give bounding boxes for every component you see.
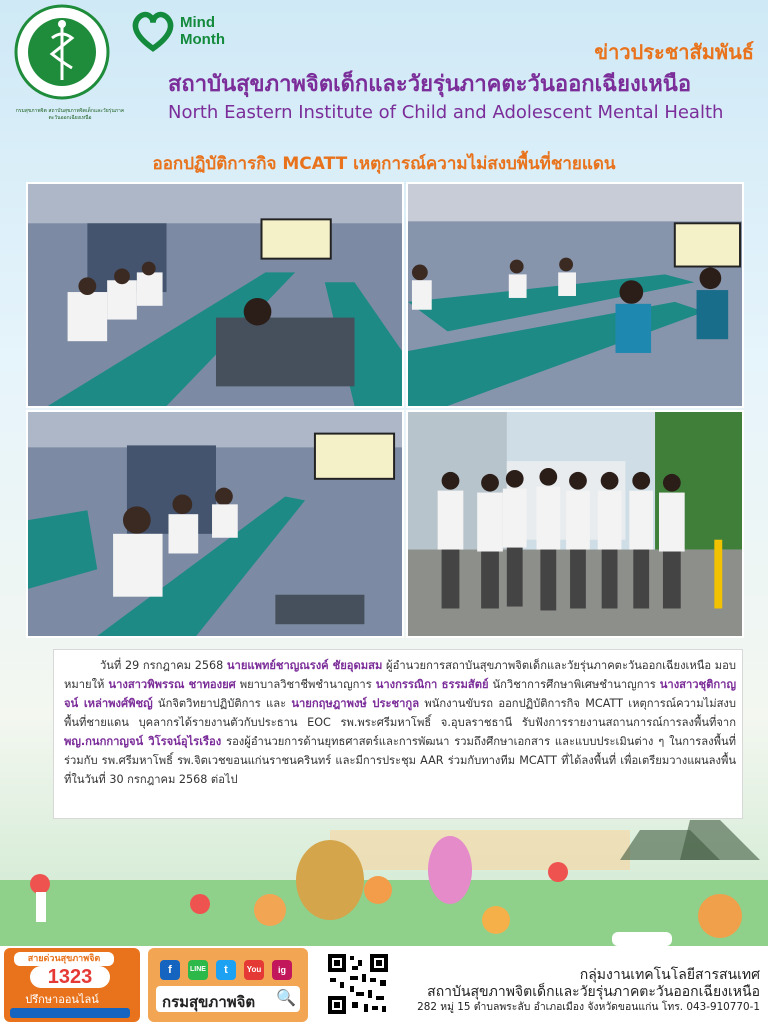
line-icon[interactable]: LINE [188,960,208,980]
article-text-5: นักจิตวิทยาปฏิบัติการ และ [152,697,292,710]
article-text-3: พยาบาลวิชาชีพชำนาญการ [235,678,376,691]
twitter-icon[interactable]: t [216,960,236,980]
hotline-title: สายด่วนสุขภาพจิต [14,952,114,966]
footer-address: 282 หมู่ 15 ตำบลพระลับ อำเภอเมือง จังหวัดขอนแก่น โทร. 043-910770-1 [417,1001,760,1013]
mind-word: Mind [180,14,215,31]
youtube-icon[interactable]: You [244,960,264,980]
director-name: นายแพทย์ชาญณรงค์ ชัยอุดมสม [226,659,383,672]
footer-department: กลุ่มงานเทคโนโลยีสารสนเทศ [579,967,760,983]
search-icon[interactable]: 🔍 [276,988,296,1007]
headline: ออกปฏิบัติการกิจ MCATT เหตุการณ์ความไม่สงบพื้นที่ชายแดน [152,154,616,174]
institute-title-th: สถาบันสุขภาพจิตเด็กและวัยรุ่นภาคตะวันออกเฉียงเหนือ [168,72,692,97]
mind-month-text [180,14,225,48]
staff-name-2: นางกรรณิกา ธรรมสัตย์ [375,678,489,691]
article-body [64,656,736,789]
instagram-icon[interactable]: ig [272,960,292,980]
ministry-seal-logo [12,4,112,122]
hotline-number[interactable]: 1323 [30,966,110,988]
hotline-subtitle: ปรึกษาออนไลน์ [25,993,99,1006]
meeting-photo-3 [26,410,404,638]
article-text-1: วันที่ 29 กรกฎาคม 2568 [100,659,227,672]
cartoon-decoration [0,820,768,946]
meeting-photo-1 [26,182,404,408]
facebook-icon[interactable]: f [160,960,180,980]
month-word: Month [180,31,225,48]
staff-name-1: นางสาวพิพรรณ ชาทองยศ [108,678,236,691]
search-label: กรมสุขภาพจิต [162,993,256,1011]
seal-caption: กรมสุขภาพจิต สถาบันสุขภาพจิตเด็กและวัยรุ่นภาคตะวันออกเฉียงเหนือ [15,108,125,121]
hotline-footer-strip [10,1008,130,1018]
meeting-photo-2 [406,182,744,408]
staff-name-4: นายกฤษฎาพงษ์ ประชากูล [291,697,420,710]
article-text-7: รองผู้อำนวยการด้านยุทธศาสตร์และการพัฒนา รวมถึงศึกษาเอกสาร และแบบประเมินต่าง ๆ ในการลงพื้นที่ ร่วมกับ รพ.ศรีมหาโพธิ์ รพ.จิตเวชขอนแก่นราชนครินทร์ และมีการประชุม AAR ร่วมกับทางทีม MCATT ที่ได้ลงพื้นที่ เพื่อเตรียมวางแผนลงพื้นที่ในวันที่ 30 กรกฎาคม 2568 ต่อไป [64,735,736,786]
group-photo-outdoor [406,410,744,638]
article-text-6: พนักงานขับรถ ออกปฏิบัติการกิจ MCATT เหตุการณ์ความไม่สงบพื้นที่ชายแดน บุคลากรได้รายงานตัวกับประธาน EOC รพ.พระศรีมหาโพธิ์ จ.อุบลราชธานี รับฟังการรายงานสถานการณ์การลงพื้นที่จาก [64,697,736,729]
deputy-director-name: พญ.กนกกาญจน์ วิโรจน์อุไรเรือง [64,735,222,748]
institute-title-en: North Eastern Institute of Child and Adolescent Mental Health [168,102,724,123]
article-text-2: ผู้อำนวยการสถาบันสุขภาพจิตเด็กและวัยรุ่นภาคตะวันออกเฉียงเหนือ มอบหมายให้ [64,659,736,691]
news-label: ข่าวประชาสัมพันธ์ [594,42,754,64]
article-text-4: นักวิชาการศึกษาพิเศษชำนาญการ [488,678,660,691]
footer-institute: สถาบันสุขภาพจิตเด็กและวัยรุ่นภาคตะวันออกเฉียงเหนือ [427,984,760,1000]
staff-name-3: นางสาวชุติกาญจน์ เหล่าพงศ์พิชญ์ [64,678,736,710]
